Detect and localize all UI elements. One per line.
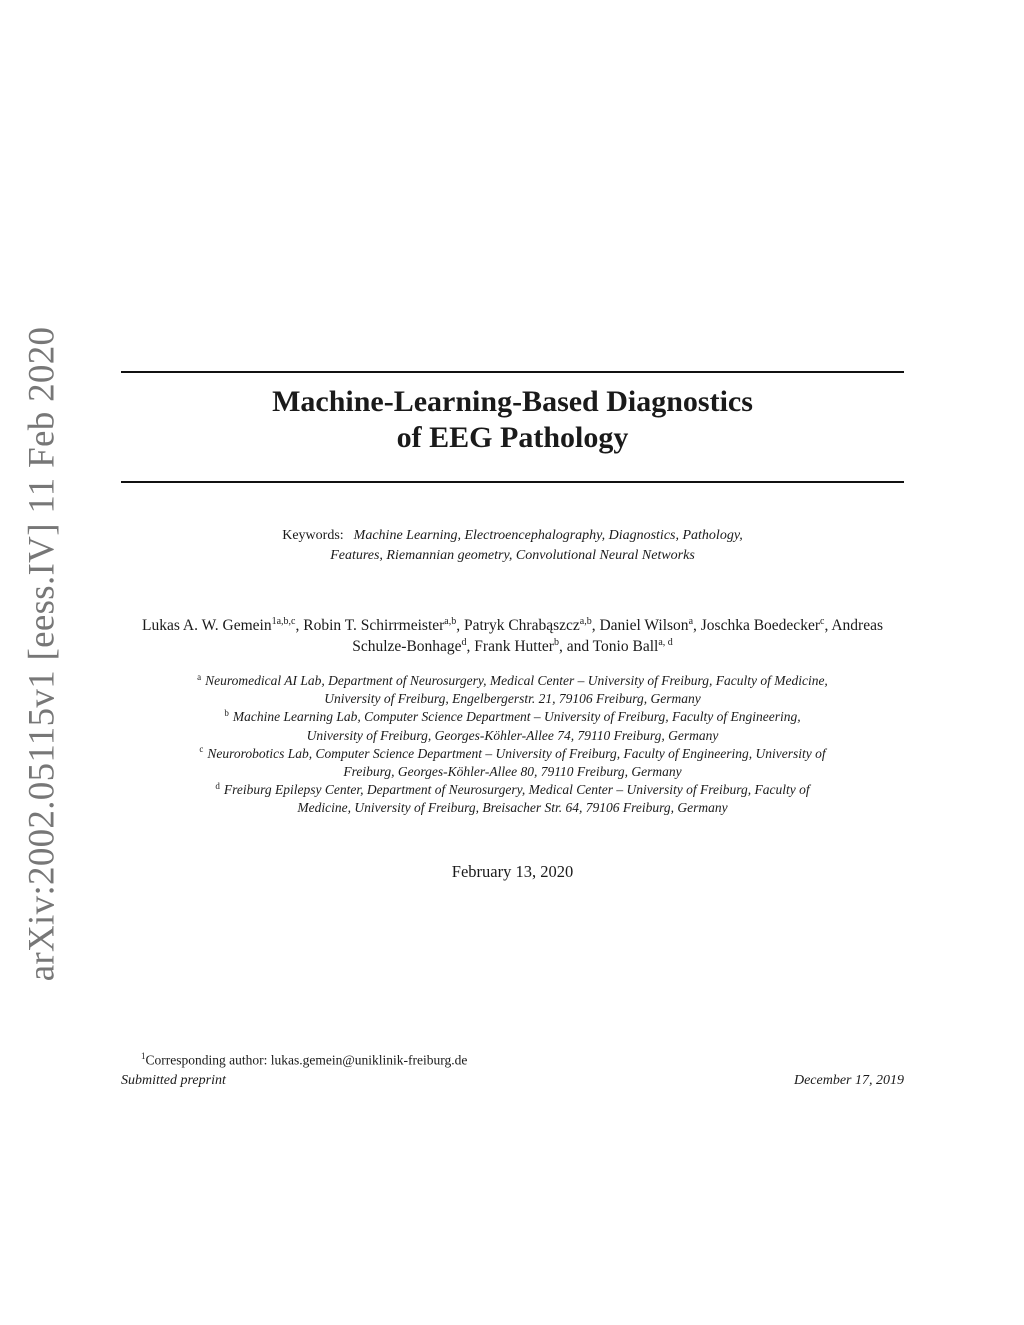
- author-name: Daniel Wilson: [599, 617, 689, 634]
- author-list: [121, 615, 904, 657]
- keywords-line-1: [121, 526, 904, 546]
- title-rule-bottom: [121, 481, 904, 483]
- affiliation-line-2: Medicine, University of Freiburg, Breisacher Str. 64, 79106 Freiburg, Germany: [297, 800, 728, 816]
- footer-date: December 17, 2019: [793, 1073, 904, 1088]
- affiliation-mark: a: [197, 671, 202, 682]
- author-name: Tonio Ball: [592, 638, 659, 655]
- title-line-2: of EEG Pathology: [396, 421, 629, 454]
- author-separator: ,: [591, 617, 600, 634]
- author-name: Robin T. Schirrmeister: [303, 617, 445, 634]
- affiliation-line-2: University of Freiburg, Engelbergerstr. 21, 79106 Freiburg, Germany: [324, 691, 701, 707]
- affiliation-mark: c: [199, 744, 204, 755]
- affiliation-text: Neuromedical AI Lab, Department of Neurosurgery, Medical Center – University of Freiburg, Faculty of Medicine,: [205, 673, 828, 688]
- footnote-text: Corresponding author: lukas.gemein@uniklinik-freiburg.de: [145, 1052, 468, 1068]
- paper-title: [121, 384, 904, 456]
- keywords-label: Keywords:: [282, 528, 344, 543]
- author-separator: , and: [558, 638, 593, 655]
- footnote-mark: 1: [141, 1051, 146, 1061]
- author: [593, 638, 673, 655]
- author-affiliation-mark: a,b: [444, 615, 457, 627]
- author: [701, 617, 832, 634]
- affiliation-line-2: Freiburg, Georges-Köhler-Allee 80, 79110 Freiburg, Germany: [343, 764, 682, 780]
- author-affiliation-mark: 1a,b,c: [271, 615, 296, 627]
- affiliation-line-1: [121, 781, 904, 799]
- author-name: Joschka Boedecker: [700, 617, 820, 634]
- keywords-line-2: [121, 546, 904, 566]
- author-separator: ,: [824, 617, 832, 634]
- author-affiliation-mark: c: [819, 615, 825, 627]
- title-line-1: Machine-Learning-Based Diagnostics: [272, 385, 753, 418]
- keywords-block: [121, 526, 904, 566]
- author-separator: ,: [456, 617, 464, 634]
- author-separator: ,: [295, 617, 304, 634]
- author: [599, 617, 700, 634]
- paper-date: February 13, 2020: [451, 862, 574, 881]
- author-affiliation-mark: a: [688, 615, 694, 627]
- affiliation-line-1: [121, 672, 904, 690]
- affiliation-text: Freiburg Epilepsy Center, Department of Neurosurgery, Medical Center – University of Freiburg, Faculty of: [223, 782, 810, 798]
- footer-submitted: Submitted preprint: [121, 1073, 226, 1088]
- author: [464, 617, 599, 634]
- author: [474, 638, 592, 655]
- author-name: Frank Hutter: [474, 638, 554, 655]
- affiliation-line-2: University of Freiburg, Georges-Köhler-Allee 74, 79110 Freiburg, Germany: [306, 727, 719, 743]
- affiliation-line-1: [121, 745, 904, 763]
- affiliation-list: [121, 672, 904, 818]
- author-affiliation-mark: b: [553, 636, 559, 648]
- author-name: Andreas Schulze-Bonhage: [352, 617, 883, 655]
- keywords-text-2: Features, Riemannian geometry, Convolutional Neural Networks: [330, 548, 695, 563]
- title-rule-top: [121, 371, 904, 373]
- author-separator: ,: [466, 638, 475, 655]
- author-separator: ,: [693, 617, 701, 634]
- author-name: Patryk Chrabąszcz: [464, 617, 580, 634]
- affiliation-mark: b: [224, 707, 229, 718]
- affiliation-mark: d: [215, 780, 220, 791]
- corresponding-author-footnote: [141, 1051, 467, 1069]
- affiliation-text: Machine Learning Lab, Computer Science Department – University of Freiburg, Faculty of Engineering,: [232, 709, 801, 725]
- author-affiliation-mark: a,b: [579, 615, 592, 627]
- keywords-text-1: Machine Learning, Electroencephalography, Diagnostics, Pathology,: [353, 528, 743, 543]
- affiliation-line-1: [121, 708, 904, 726]
- author-affiliation-mark: d: [461, 636, 467, 648]
- author: [303, 617, 464, 634]
- affiliation-text: Neurorobotics Lab, Computer Science Department – University of Freiburg, Faculty of Engineering, University of: [207, 745, 826, 761]
- author: [142, 617, 303, 634]
- author-name: Lukas A. W. Gemein: [142, 617, 272, 634]
- author-affiliation-mark: a, d: [658, 636, 673, 648]
- arxiv-stamp: arXiv:2002.05115v1 [eess.IV] 11 Feb 2020: [21, 326, 63, 982]
